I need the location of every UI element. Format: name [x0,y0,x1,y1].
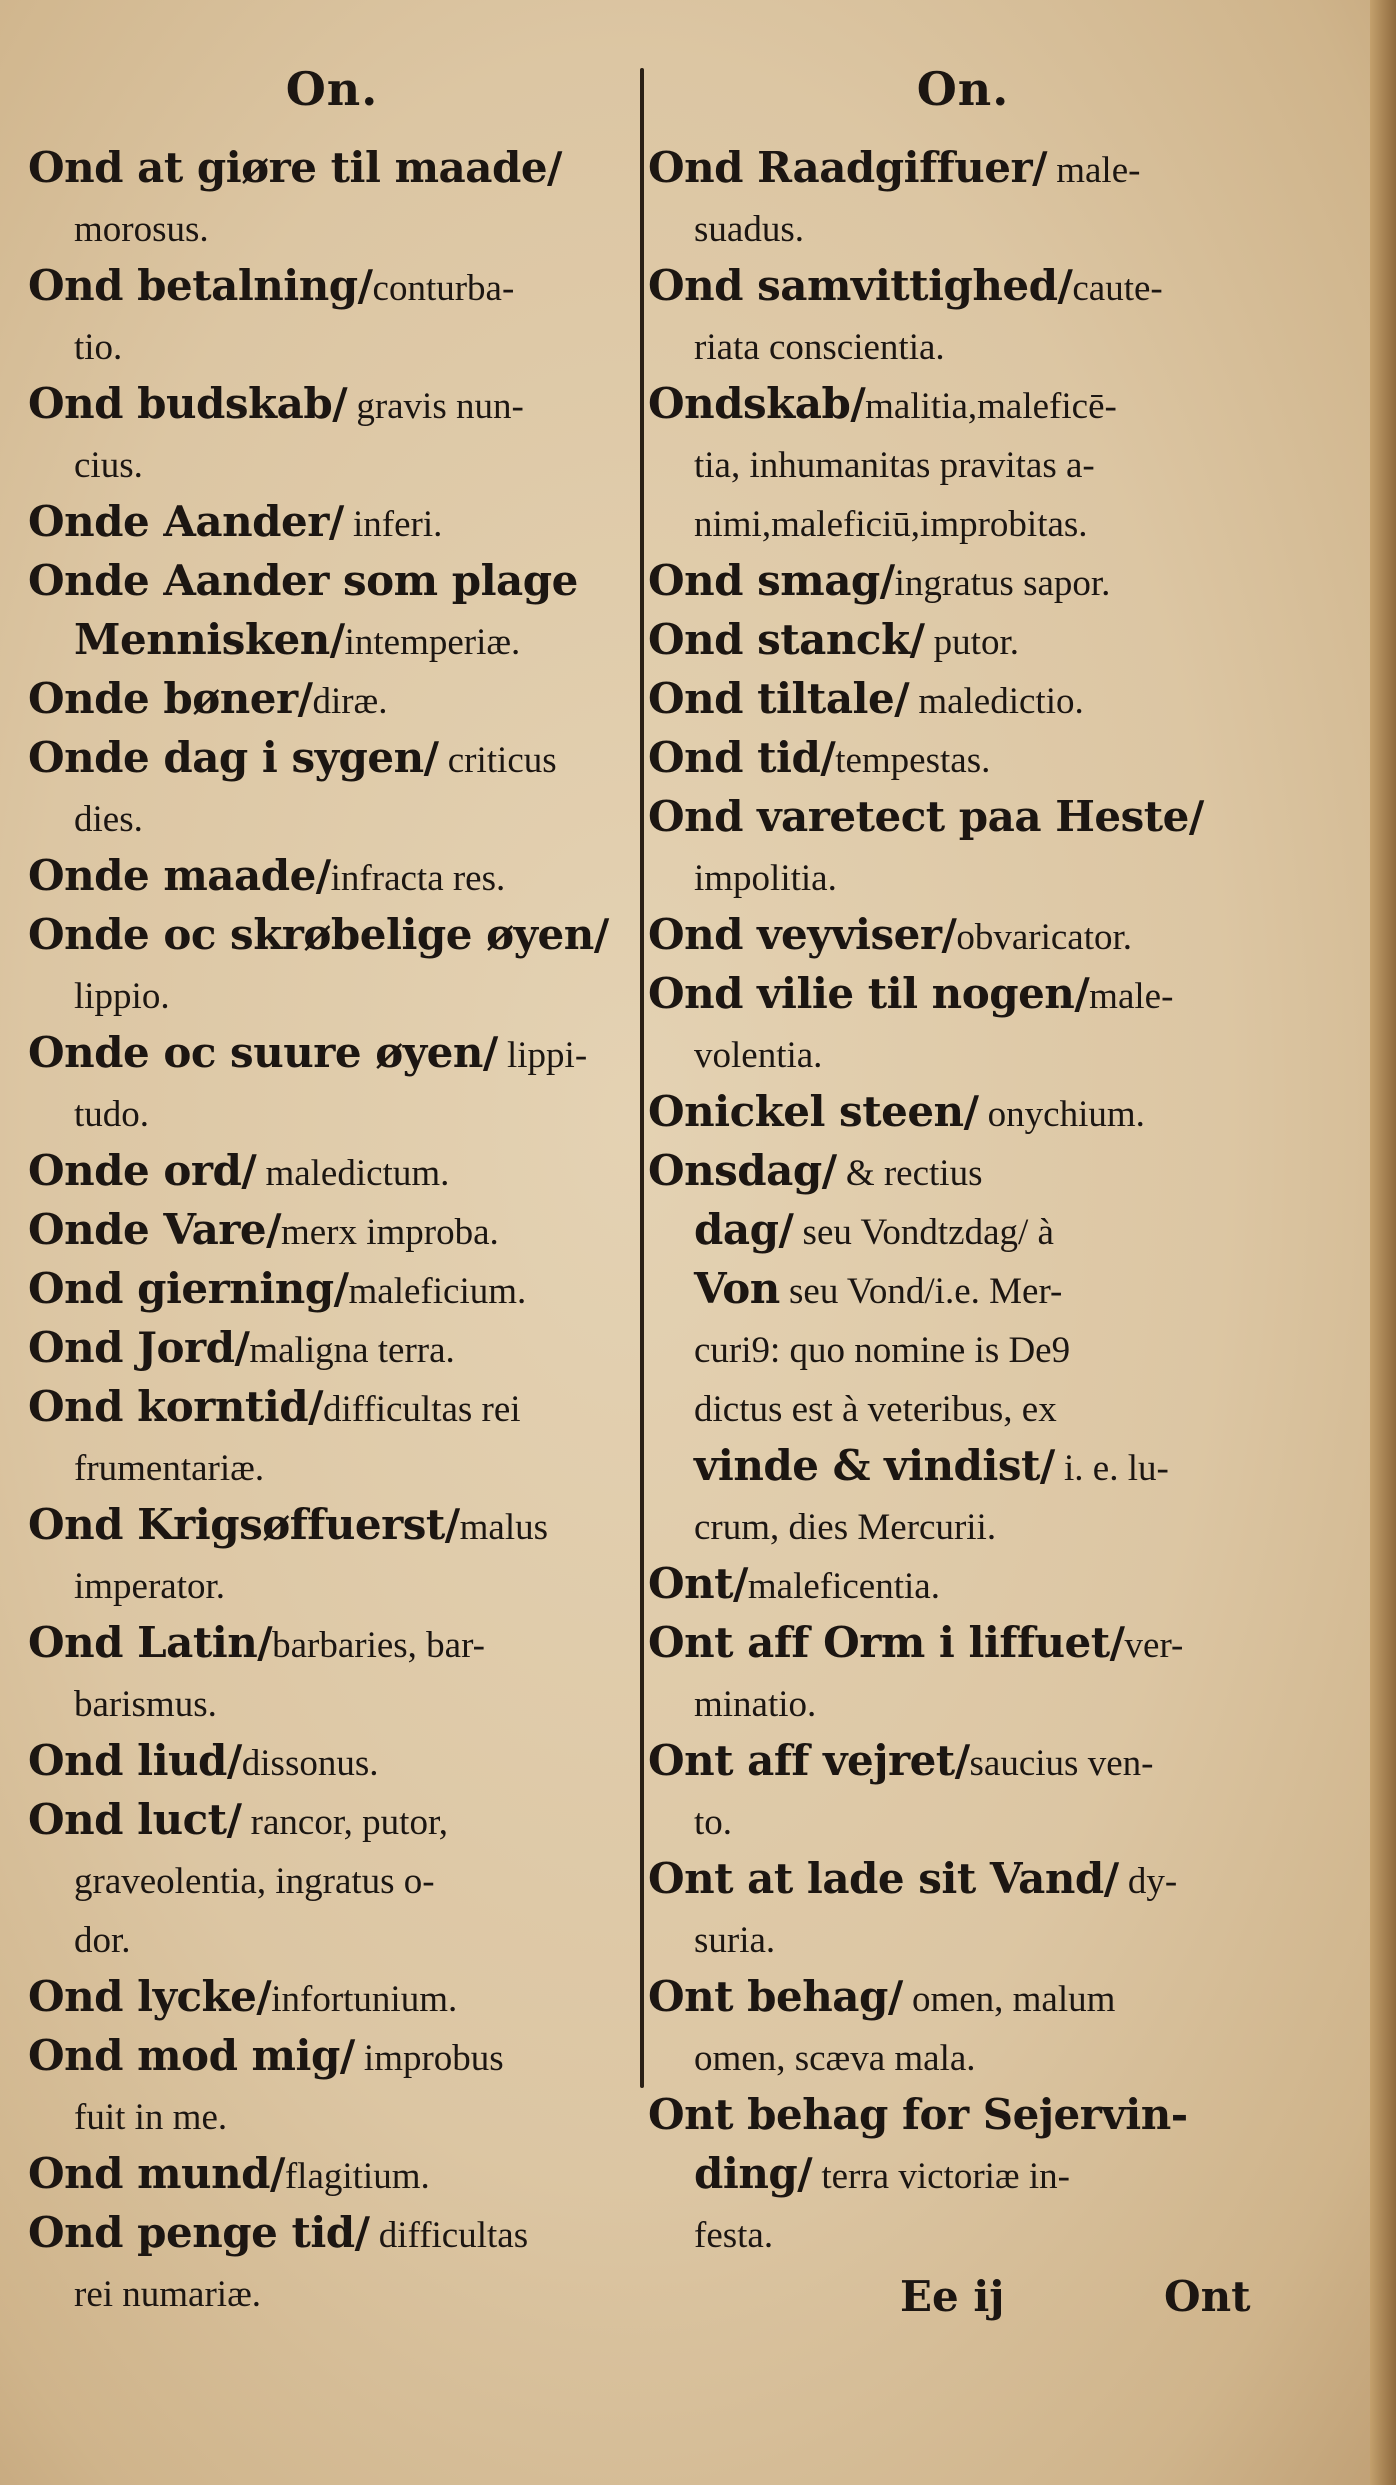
headword: Ond samvittighed/ [648,261,1073,310]
headword: Onde dag i sygen/ [28,733,439,782]
latin-gloss: male- [1046,150,1141,191]
headword: Ond at giøre til maade/ [28,143,562,192]
entry-line [28,1141,636,1200]
entry-line [28,551,636,610]
entry-line [28,1613,636,1672]
right-column-heading: On. [916,62,1010,116]
signature-mark: Ee ij [900,2272,1005,2321]
page-spine-shadow [1370,0,1396,2485]
latin-gloss: i. e. lu- [1054,1448,1169,1489]
latin-gloss: omen, malum [902,1979,1116,2020]
dictionary-entry [28,669,636,728]
headword: Onde Aander/ [28,497,344,546]
entry-line [28,1495,636,1554]
dictionary-entry [648,787,1278,905]
entry-line [28,1436,636,1495]
latin-gloss: merx improba. [280,1212,499,1253]
entry-line [28,1377,636,1436]
entry-line [28,846,636,905]
latin-gloss: minatio. [694,1684,817,1725]
entry-line [28,787,636,846]
entry-line [28,1849,636,1908]
entry-line [648,374,1278,433]
latin-gloss: dor. [74,1920,131,1961]
headword: Mennisken/ [74,615,345,664]
entry-line [648,610,1278,669]
entry-line [648,1259,1278,1318]
entry-line [28,1790,636,1849]
headword: Ond korntid/ [28,1382,323,1431]
latin-gloss: maleficium. [348,1271,527,1312]
latin-gloss: tempestas. [835,740,991,781]
dictionary-entry [648,374,1278,551]
entry-line [28,1672,636,1731]
dictionary-entry [28,374,636,492]
entry-line [648,728,1278,787]
dictionary-entry [28,1790,636,1967]
entry-line [28,905,636,964]
headword: ding/ [694,2149,813,2198]
latin-gloss: rancor, putor, [241,1802,449,1843]
latin-gloss: curi9: quo nomine is De9 [694,1330,1071,1371]
entry-line [648,2203,1278,2262]
latin-gloss: dictus est à veteribus, ex [694,1389,1057,1430]
left-entries [28,138,636,2321]
entry-line [648,138,1278,197]
headword: Von [694,1264,780,1313]
latin-gloss: improbus [354,2038,504,2079]
entry-line [648,846,1278,905]
entry-line [648,433,1278,492]
headword: Ond Krigsøffuerst/ [28,1500,460,1549]
headword: Ond Jord/ [28,1323,250,1372]
latin-gloss: infracta res. [330,858,506,899]
headword: Onde ord/ [28,1146,257,1195]
headword: Ond smag/ [648,556,895,605]
latin-gloss: caute- [1072,268,1163,309]
latin-gloss: inferi. [343,504,443,545]
latin-gloss: difficultas [369,2215,529,2256]
entry-line [648,1495,1278,1554]
headword: Ond gierning/ [28,1264,349,1313]
entry-line [28,197,636,256]
entry-line [648,492,1278,551]
column-divider [640,68,644,2088]
latin-gloss: lippio. [74,976,170,1017]
entry-line [28,1023,636,1082]
entry-line [648,1141,1278,1200]
entry-line [28,315,636,374]
dictionary-entry [648,1731,1278,1849]
dictionary-entry [28,1377,636,1495]
dictionary-entry [28,492,636,551]
dictionary-entry [648,1141,1278,1554]
latin-gloss: frumentariæ. [74,1448,265,1489]
latin-gloss: intemperiæ. [344,622,521,663]
entry-line [648,669,1278,728]
latin-gloss: crum, dies Mercurii. [694,1507,997,1548]
headword: Ond penge tid/ [28,2208,370,2257]
entry-line [648,1849,1278,1908]
right-entries [648,138,1278,2262]
entry-line [28,1731,636,1790]
latin-gloss: dy- [1118,1861,1178,1902]
entry-line [648,1731,1278,1790]
dictionary-entry [28,1141,636,1200]
dictionary-entry [28,1613,636,1731]
dictionary-entry [648,610,1278,669]
entry-line [28,728,636,787]
headword: Onde oc suure øyen/ [28,1028,498,1077]
headword: Ond budskab/ [28,379,348,428]
latin-gloss: imperator. [74,1566,226,1607]
latin-gloss: graveolentia, ingratus o- [74,1861,435,1902]
latin-gloss: tia, inhumanitas pravitas a- [694,445,1095,486]
dictionary-entry [28,2144,636,2203]
dictionary-entry [28,905,636,1023]
dictionary-entry [648,1082,1278,1141]
headword: Onde bøner/ [28,674,313,723]
latin-gloss: riata conscientia. [694,327,945,368]
entry-line [648,1790,1278,1849]
catchword: Ont [1164,2272,1251,2321]
dictionary-entry [648,905,1278,964]
entry-line [28,1908,636,1967]
entry-line [28,1554,636,1613]
headword: Ond stanck/ [648,615,925,664]
dictionary-entry [648,2085,1278,2262]
entry-line [28,2262,636,2321]
dictionary-entry [648,1613,1278,1731]
latin-gloss: fuit in me. [74,2097,228,2138]
entry-line [28,433,636,492]
headword: Ont aff Orm i liffuet/ [648,1618,1125,1667]
latin-gloss: saucius ven- [969,1743,1154,1784]
entry-line [648,2085,1278,2144]
latin-gloss: maledictum. [256,1153,450,1194]
dictionary-entry [648,256,1278,374]
latin-gloss: barbaries, bar- [272,1625,486,1666]
latin-gloss: seu Vond/i.e. Mer- [779,1271,1063,1312]
entry-line [648,315,1278,374]
headword: Ond Raadgiffuer/ [648,143,1047,192]
headword: Ond veyviser/ [648,910,957,959]
latin-gloss: tio. [74,327,123,368]
latin-gloss: omen, scæva mala. [694,2038,976,2079]
entry-line [28,1318,636,1377]
latin-gloss: festa. [694,2215,774,2256]
entry-line [648,1023,1278,1082]
entry-line [28,256,636,315]
left-column-heading: On. [285,62,379,116]
dictionary-entry [28,551,636,669]
headword: Ond mod mig/ [28,2031,355,2080]
headword: Ond vilie til nogen/ [648,969,1090,1018]
headword: vinde & vindist/ [694,1441,1055,1490]
entry-line [28,2085,636,2144]
headword: Ond tiltale/ [648,674,910,723]
latin-gloss: onychium. [978,1094,1145,1135]
dictionary-entry [28,2203,636,2321]
entry-line [648,1082,1278,1141]
entry-line [28,669,636,728]
headword: Ond liud/ [28,1736,242,1785]
latin-gloss: gravis nun- [347,386,524,427]
dictionary-entry [648,964,1278,1082]
dictionary-entry [28,728,636,846]
entry-line [28,1967,636,2026]
latin-gloss: maligna terra. [249,1330,455,1371]
entry-line [28,2144,636,2203]
headword: Ond betalning/ [28,261,373,310]
latin-gloss: maleficentia. [747,1566,940,1607]
entry-line [28,1200,636,1259]
dictionary-entry [28,1495,636,1613]
latin-gloss: ingratus sapor. [894,563,1111,604]
dictionary-entry [28,1259,636,1318]
latin-gloss: male- [1089,976,1174,1017]
entry-line [648,2144,1278,2203]
entry-line [648,1377,1278,1436]
entry-line [28,1259,636,1318]
entry-line [648,1613,1278,1672]
dictionary-entry [28,1200,636,1259]
latin-gloss: suadus. [694,209,804,250]
latin-gloss: nimi,maleficiū,improbitas. [694,504,1088,545]
latin-gloss: malitia,maleficē- [865,386,1117,427]
entry-line [648,551,1278,610]
entry-line [28,610,636,669]
headword: Ond luct/ [28,1795,242,1844]
headword: Ont behag/ [648,1972,903,2021]
dictionary-entry [648,728,1278,787]
latin-gloss: tudo. [74,1094,150,1135]
entry-line [28,374,636,433]
dictionary-entry [648,669,1278,728]
headword: Onde oc skrøbelige øyen/ [28,910,609,959]
headword: Ond varetect paa Heste/ [648,792,1204,841]
latin-gloss: putor. [924,622,1019,663]
latin-gloss: terra victoriæ in- [812,2156,1070,2197]
headword: dag/ [694,1205,794,1254]
entry-line [648,1672,1278,1731]
headword: Ont aff vejret/ [648,1736,970,1785]
entry-line [648,1318,1278,1377]
latin-gloss: cius. [74,445,143,486]
entry-line [648,197,1278,256]
latin-gloss: infortunium. [271,1979,458,2020]
latin-gloss: seu Vondtzdag/ à [793,1212,1054,1253]
headword: Onsdag/ [648,1146,837,1195]
latin-gloss: suria. [694,1920,776,1961]
dictionary-entry [28,1967,636,2026]
latin-gloss: rei numariæ. [74,2274,262,2315]
dictionary-entry [648,1554,1278,1613]
latin-gloss: malus [459,1507,549,1548]
entry-line [648,1436,1278,1495]
entry-line [648,256,1278,315]
headword: Ond lycke/ [28,1972,272,2021]
latin-gloss: obvaricator. [956,917,1133,958]
latin-gloss: ver- [1124,1625,1184,1666]
entry-line [648,964,1278,1023]
dictionary-entry [28,1318,636,1377]
entry-line [28,492,636,551]
entry-line [648,787,1278,846]
entry-line [28,138,636,197]
entry-line [648,1554,1278,1613]
headword: Onde Aander som plage [28,556,578,605]
latin-gloss: lippi- [497,1035,588,1076]
dictionary-entry [28,1731,636,1790]
latin-gloss: dies. [74,799,143,840]
entry-line [648,1908,1278,1967]
latin-gloss: difficultas rei [322,1389,521,1430]
headword: Onde maade/ [28,851,331,900]
dictionary-entry [28,2026,636,2144]
entry-line [28,964,636,1023]
headword: Ondskab/ [648,379,866,428]
headword: Ont/ [648,1559,748,1608]
dictionary-entry [28,256,636,374]
entry-line [28,1082,636,1141]
latin-gloss: barismus. [74,1684,217,1725]
entry-line [648,2026,1278,2085]
entry-line [28,2026,636,2085]
headword: Ont at lade sit Vand/ [648,1854,1119,1903]
dictionary-entry [28,846,636,905]
entry-line [648,1200,1278,1259]
headword: Ont behag for Sejervin- [648,2090,1188,2139]
dictionary-entry [28,138,636,256]
dictionary-entry [648,138,1278,256]
latin-gloss: & rectius [836,1153,983,1194]
latin-gloss: volentia. [694,1035,823,1076]
latin-gloss: morosus. [74,209,209,250]
latin-gloss: to. [694,1802,733,1843]
latin-gloss: dissonus. [241,1743,379,1784]
entry-line [648,1967,1278,2026]
latin-gloss: flagitium. [284,2156,430,2197]
headword: Onde Vare/ [28,1205,281,1254]
latin-gloss: diræ. [312,681,388,722]
latin-gloss: maledictio. [909,681,1084,722]
entry-line [648,905,1278,964]
headword: Onickel steen/ [648,1087,979,1136]
latin-gloss: impolitia. [694,858,837,899]
headword: Ond Latin/ [28,1618,273,1667]
latin-gloss: criticus [438,740,557,781]
dictionary-entry [648,551,1278,610]
latin-gloss: conturba- [372,268,515,309]
headword: Ond tid/ [648,733,836,782]
headword: Ond mund/ [28,2149,285,2198]
dictionary-entry [648,1967,1278,2085]
entry-line [28,2203,636,2262]
dictionary-entry [28,1023,636,1141]
dictionary-entry [648,1849,1278,1967]
